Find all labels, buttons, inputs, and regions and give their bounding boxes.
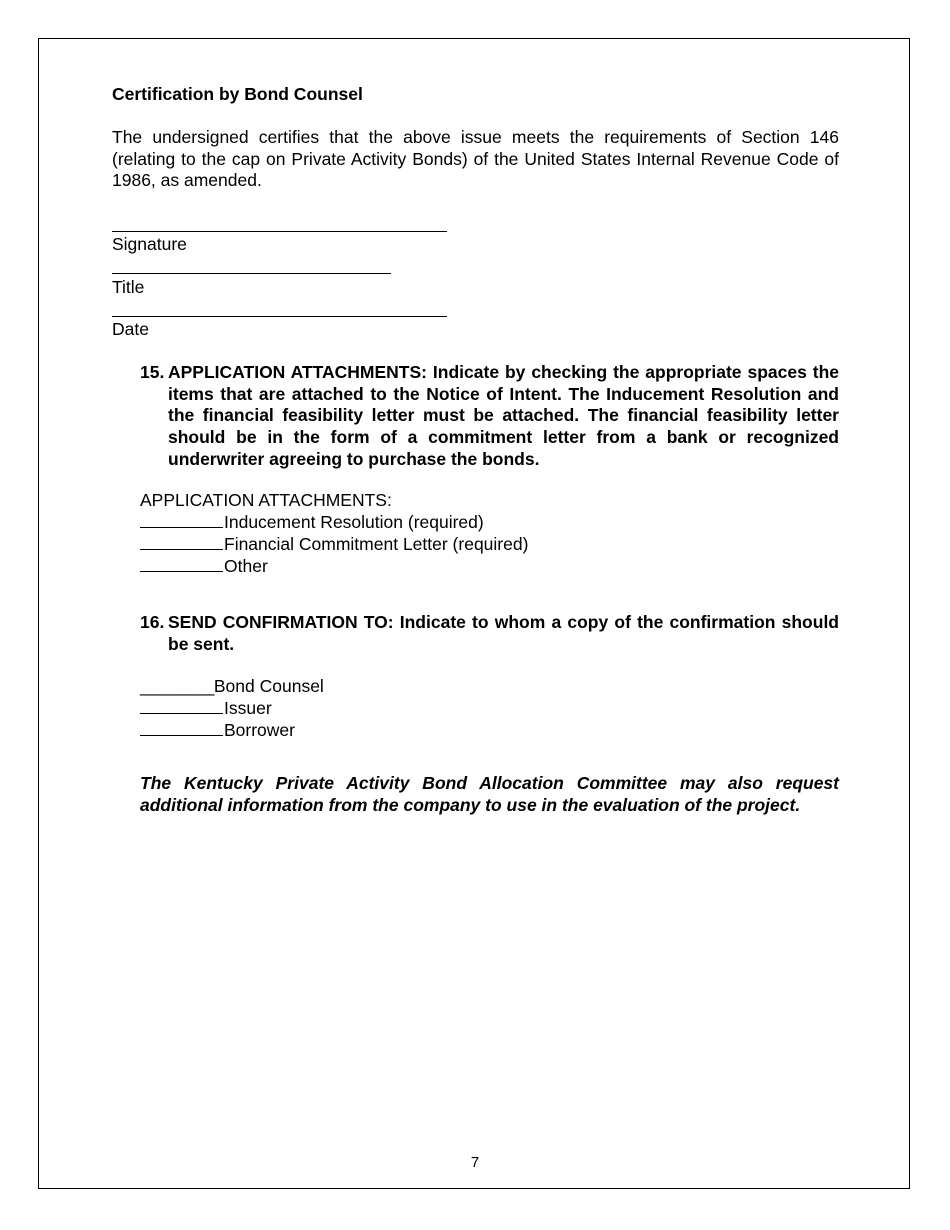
attachment-row bbox=[140, 556, 268, 578]
committee-note: The Kentucky Private Activity Bond Allocation Committee may also request additional information from the company to use in the evaluation of the project. bbox=[140, 773, 839, 815]
title-label: Title bbox=[112, 277, 145, 297]
item-16 bbox=[140, 612, 839, 655]
item-16-number: 16. bbox=[140, 612, 165, 632]
certification-heading: Certification by Bond Counsel bbox=[112, 84, 363, 104]
signature-line[interactable] bbox=[112, 231, 447, 232]
attachments-heading: APPLICATION ATTACHMENTS: bbox=[140, 490, 392, 510]
attachment-label: Financial Commitment Letter (required) bbox=[224, 534, 529, 554]
confirmation-row bbox=[140, 698, 272, 720]
confirmation-row bbox=[140, 720, 295, 742]
attachment-label: Inducement Resolution (required) bbox=[224, 512, 484, 532]
confirmation-row bbox=[140, 676, 324, 698]
attachment-label: Other bbox=[224, 556, 268, 576]
confirmation-check-blank[interactable] bbox=[140, 720, 223, 736]
confirmation-check-blank[interactable] bbox=[140, 698, 223, 714]
item-15 bbox=[140, 362, 839, 471]
signature-label: Signature bbox=[112, 234, 187, 254]
confirmation-check-blank[interactable]: ________ bbox=[140, 676, 214, 696]
confirmation-label: Bond Counsel bbox=[213, 676, 324, 696]
attachment-row bbox=[140, 512, 484, 534]
title-line[interactable] bbox=[112, 273, 391, 274]
confirmation-label: Borrower bbox=[224, 720, 295, 740]
date-line[interactable] bbox=[112, 316, 447, 317]
page-number: 7 bbox=[470, 1154, 480, 1171]
item-15-number: 15. bbox=[140, 362, 165, 382]
confirmation-label: Issuer bbox=[224, 698, 272, 718]
attachment-check-blank[interactable] bbox=[140, 556, 223, 572]
item-16-text: SEND CONFIRMATION TO: Indicate to whom a copy of the confirmation should be sent. bbox=[168, 612, 839, 654]
certification-paragraph: The undersigned certifies that the above issue meets the requirements of Section 146 (relating to the cap on Private Activity Bonds) of the United States Internal Revenue Code of 1986, as amended. bbox=[112, 127, 839, 190]
attachment-check-blank[interactable] bbox=[140, 512, 223, 528]
item-15-text: APPLICATION ATTACHMENTS: Indicate by checking the appropriate spaces the items that are attached to the Notice of Intent. The Inducement Resolution and the financial feasibility letter must be attached. The financial feasibility letter should be in the form of a commitment letter from a bank or recognized underwriter agreeing to purchase the bonds. bbox=[168, 362, 839, 469]
attachment-row bbox=[140, 534, 528, 556]
date-label: Date bbox=[112, 319, 149, 339]
attachment-check-blank[interactable] bbox=[140, 534, 223, 550]
